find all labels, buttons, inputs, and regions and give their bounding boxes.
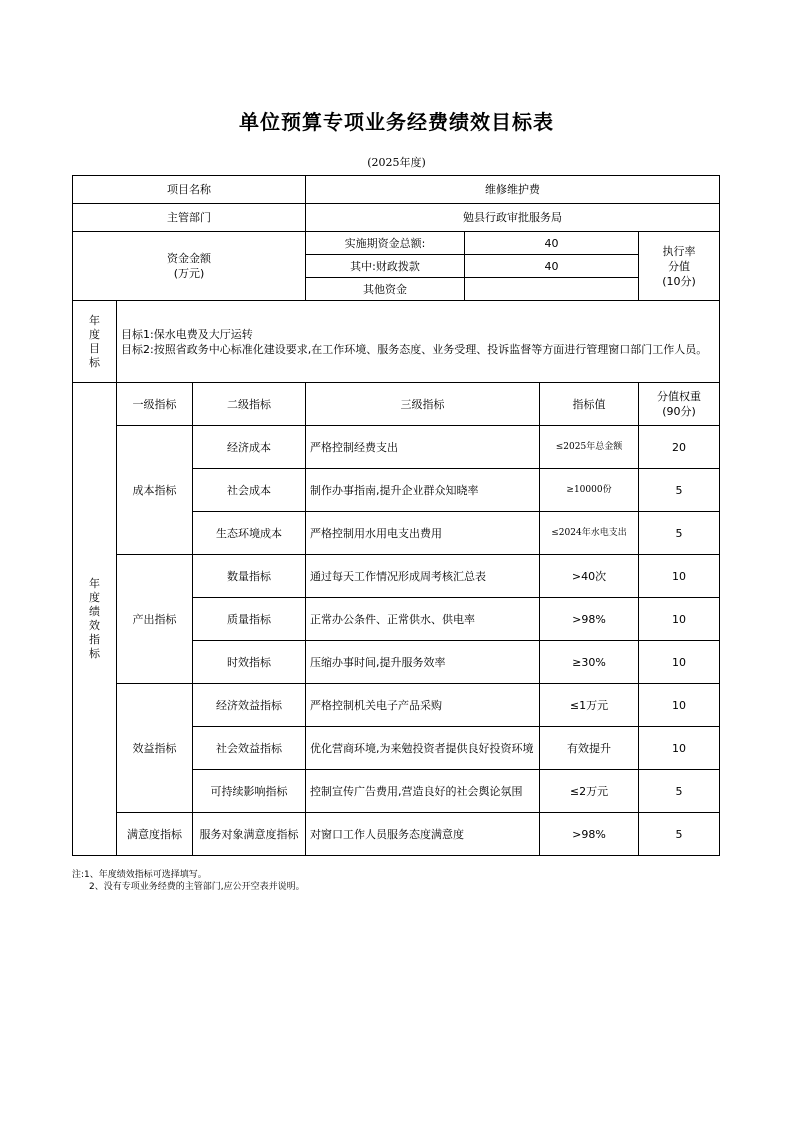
group-satisfaction: 满意度指标 — [117, 813, 193, 856]
row-value: >98% — [540, 813, 639, 856]
funds-label-line1: 资金金额 — [167, 252, 211, 265]
indicator-header-row — [73, 383, 720, 426]
row-level2: 社会成本 — [193, 469, 306, 512]
row-level2: 可持续影响指标 — [193, 770, 306, 813]
funds-total-row — [73, 232, 720, 255]
header-level1: 一级指标 — [117, 383, 193, 426]
row-level3: 优化营商环境,为来勉投资者提供良好投资环境 — [306, 727, 540, 770]
row-value: 有效提升 — [540, 727, 639, 770]
row-value: >98% — [540, 598, 639, 641]
group-output: 产出指标 — [117, 555, 193, 684]
row-weight: 10 — [639, 598, 720, 641]
department-row — [73, 204, 720, 232]
row-level3: 对窗口工作人员服务态度满意度 — [306, 813, 540, 856]
row-weight: 10 — [639, 727, 720, 770]
performance-target-table — [72, 175, 720, 856]
row-value: ≤2025年总金额 — [540, 426, 639, 469]
table-row — [73, 555, 720, 598]
row-level2: 数量指标 — [193, 555, 306, 598]
funds-other-label: 其他资金 — [306, 278, 465, 301]
table-row — [73, 813, 720, 856]
row-level3: 压缩办事时间,提升服务效率 — [306, 641, 540, 684]
row-value: >40次 — [540, 555, 639, 598]
funds-total-label: 实施期资金总额: — [306, 232, 465, 255]
row-level3: 严格控制机关电子产品采购 — [306, 684, 540, 727]
score-line1: 执行率 — [662, 244, 696, 258]
department-value: 勉县行政审批服务局 — [306, 204, 720, 232]
row-level2: 社会效益指标 — [193, 727, 306, 770]
row-level2: 服务对象满意度指标 — [193, 813, 306, 856]
annual-goal-row — [73, 301, 720, 383]
row-level2: 生态环境成本 — [193, 512, 306, 555]
header-level3: 三级指标 — [306, 383, 540, 426]
row-weight: 10 — [639, 641, 720, 684]
score-line3: (10分) — [662, 274, 696, 288]
row-level2: 经济成本 — [193, 426, 306, 469]
annual-goal-line1: 目标1:保水电费及大厅运转 — [121, 327, 253, 341]
funds-other-value — [465, 278, 639, 301]
footnote-1: 注:1、年度绩效指标可选择填写。 — [72, 870, 207, 880]
project-name-value: 维修维护费 — [306, 176, 720, 204]
row-weight: 10 — [639, 684, 720, 727]
row-level2: 质量指标 — [193, 598, 306, 641]
row-level3: 控制宣传广告费用,营造良好的社会舆论氛围 — [306, 770, 540, 813]
row-value: ≤2万元 — [540, 770, 639, 813]
header-value: 指标值 — [540, 383, 639, 426]
execution-rate-score — [639, 232, 720, 301]
footnote-2: 2、没有专项业务经费的主管部门,应公开空表并说明。 — [89, 882, 305, 892]
row-weight: 5 — [639, 770, 720, 813]
funds-fiscal-value: 40 — [465, 255, 639, 278]
project-row — [73, 176, 720, 204]
score-line2: 分值 — [668, 259, 690, 273]
row-weight: 5 — [639, 469, 720, 512]
header-weight — [639, 383, 720, 426]
row-value: ≤1万元 — [540, 684, 639, 727]
row-value: ≥10000份 — [540, 469, 639, 512]
page-title: 单位预算专项业务经费绩效目标表 — [239, 110, 554, 134]
row-weight: 5 — [639, 512, 720, 555]
header-level2: 二级指标 — [193, 383, 306, 426]
annual-goal-label-text: 年度目标 — [89, 313, 100, 369]
funds-label-line2: (万元) — [173, 267, 205, 280]
row-weight: 20 — [639, 426, 720, 469]
table-row — [73, 426, 720, 469]
table-row — [73, 684, 720, 727]
department-label: 主管部门 — [73, 204, 306, 232]
group-cost: 成本指标 — [117, 426, 193, 555]
row-level3: 严格控制用水用电支出费用 — [306, 512, 540, 555]
funds-fiscal-label: 其中:财政拨款 — [306, 255, 465, 278]
row-level2: 经济效益指标 — [193, 684, 306, 727]
project-name-label: 项目名称 — [73, 176, 306, 204]
row-level3: 正常办公条件、正常供水、供电率 — [306, 598, 540, 641]
row-level3: 制作办事指南,提升企业群众知晓率 — [306, 469, 540, 512]
row-weight: 5 — [639, 813, 720, 856]
annual-goal-content — [117, 301, 720, 383]
row-value: ≤2024年水电支出 — [540, 512, 639, 555]
footnotes — [72, 869, 305, 893]
funds-total-value: 40 — [465, 232, 639, 255]
indicators-side-label — [73, 383, 117, 856]
header-weight-line1: 分值权重 — [657, 390, 701, 403]
row-level3: 通过每天工作情况形成周考核汇总表 — [306, 555, 540, 598]
annual-goal-line2: 目标2:按照省政务中心标准化建设要求,在工作环境、服务态度、业务受理、投诉监督等方面进行管理窗口部门工作人员。 — [121, 342, 708, 356]
annual-goal-label — [73, 301, 117, 383]
row-value: ≥30% — [540, 641, 639, 684]
row-level3: 严格控制经费支出 — [306, 426, 540, 469]
funds-label — [73, 232, 306, 301]
row-level2: 时效指标 — [193, 641, 306, 684]
indicators-side-label-text: 年度绩效指标 — [89, 577, 100, 660]
fiscal-year-subtitle: (2025年度) — [367, 156, 426, 169]
row-weight: 10 — [639, 555, 720, 598]
group-benefit: 效益指标 — [117, 684, 193, 813]
header-weight-line2: (90分) — [662, 405, 696, 418]
